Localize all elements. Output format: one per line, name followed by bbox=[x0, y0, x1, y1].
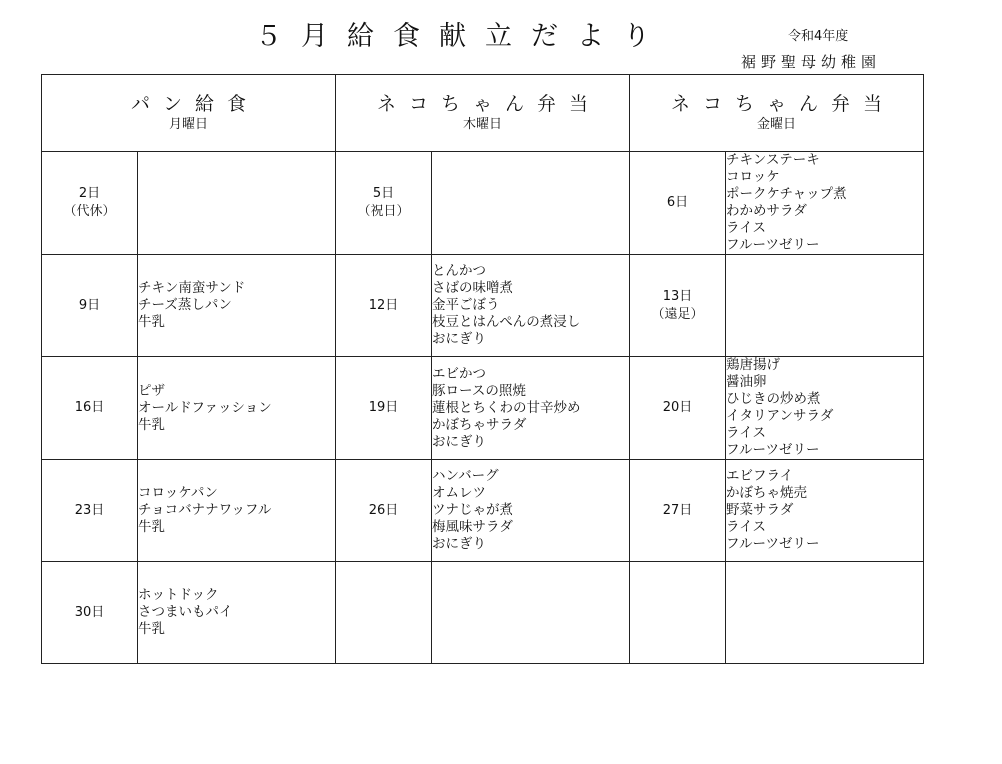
dish-item: ひじきの炒め煮 bbox=[726, 391, 821, 407]
date-cell bbox=[630, 562, 726, 664]
menu-cell bbox=[726, 357, 924, 460]
menu-cell bbox=[726, 255, 924, 357]
dish-item: オムレツ bbox=[432, 485, 487, 501]
column-weekday: 木曜日 bbox=[463, 117, 503, 132]
dish-item: イタリアンサラダ bbox=[726, 408, 834, 424]
table-row bbox=[42, 255, 924, 357]
day-number: 26日 bbox=[368, 502, 399, 518]
column-header-friday bbox=[630, 75, 924, 152]
dish-item: ライス bbox=[726, 519, 766, 535]
menu-cell bbox=[138, 357, 336, 460]
dish-item: おにぎり bbox=[432, 433, 487, 450]
fiscal-year: 令和4年度 bbox=[788, 29, 849, 44]
date-cell bbox=[336, 152, 432, 255]
dish-item: エビかつ bbox=[432, 365, 487, 382]
day-note: （祝日） bbox=[357, 204, 410, 219]
day-number: 9日 bbox=[78, 297, 101, 313]
table-row bbox=[42, 357, 924, 460]
day-number: 30日 bbox=[74, 604, 105, 620]
date-cell bbox=[336, 357, 432, 460]
column-title: ネコちゃん弁当 bbox=[671, 93, 896, 115]
menu-cell bbox=[432, 255, 630, 357]
menu-cell bbox=[138, 562, 336, 664]
date-cell bbox=[630, 357, 726, 460]
table-row bbox=[42, 152, 924, 255]
dish-item: おにぎり bbox=[432, 331, 487, 347]
dish-item: 金平ごぼう bbox=[432, 297, 500, 313]
dish-item: 醤油卵 bbox=[726, 374, 767, 390]
dish-item: 牛乳 bbox=[138, 519, 165, 535]
day-number: 16日 bbox=[74, 400, 105, 415]
date-cell bbox=[42, 152, 138, 255]
menu-cell bbox=[726, 562, 924, 664]
menu-cell bbox=[432, 460, 630, 562]
dish-item: コロッケ bbox=[726, 169, 780, 185]
menu-table bbox=[41, 74, 924, 664]
menu-cell bbox=[138, 152, 336, 255]
day-number: 2日 bbox=[78, 186, 101, 201]
dish-item: とんかつ bbox=[432, 263, 487, 279]
dish-item: コロッケパン bbox=[138, 485, 218, 501]
column-weekday: 金曜日 bbox=[757, 117, 797, 132]
dish-item: おにぎり bbox=[432, 536, 487, 552]
dish-item: 枝豆とはんぺんの煮浸し bbox=[432, 314, 581, 330]
column-weekday: 月曜日 bbox=[169, 117, 209, 132]
day-note: （遠足） bbox=[651, 306, 704, 322]
dish-item: チキンステーキ bbox=[726, 152, 820, 168]
dish-item: 豚ロースの照焼 bbox=[432, 382, 526, 399]
dish-item: 鶏唐揚げ bbox=[726, 357, 781, 373]
menu-cell bbox=[432, 152, 630, 255]
dish-item: フルーツゼリー bbox=[726, 536, 820, 552]
menu-cell bbox=[432, 562, 630, 664]
menu-cell bbox=[432, 357, 630, 460]
table-row bbox=[42, 562, 924, 664]
dish-item: ライス bbox=[726, 220, 766, 236]
date-cell bbox=[630, 152, 726, 255]
dish-item: 蓮根とちくわの甘辛炒め bbox=[432, 399, 581, 416]
dish-item: 梅風味サラダ bbox=[432, 519, 513, 535]
dish-item: ハンバーグ bbox=[432, 468, 499, 484]
date-cell bbox=[42, 255, 138, 357]
dish-item: ホットドック bbox=[138, 587, 219, 603]
dish-item: さつまいもパイ bbox=[138, 604, 233, 620]
date-cell bbox=[630, 255, 726, 357]
dish-item: さばの味噌煮 bbox=[432, 280, 514, 296]
dish-item: チキン南蛮サンド bbox=[138, 280, 246, 296]
date-cell bbox=[336, 460, 432, 562]
column-header-monday bbox=[42, 75, 336, 152]
dish-item: ポークケチャップ煮 bbox=[726, 186, 847, 202]
dish-item: ライス bbox=[726, 425, 766, 441]
dish-item: チーズ蒸しパン bbox=[138, 297, 232, 313]
dish-item: 牛乳 bbox=[138, 314, 165, 330]
dish-item: 牛乳 bbox=[138, 416, 165, 433]
dish-item: フルーツゼリー bbox=[726, 442, 820, 458]
dish-item: オールドファッション bbox=[138, 399, 272, 416]
date-cell bbox=[630, 460, 726, 562]
dish-item: エビフライ bbox=[726, 468, 794, 484]
dish-item: ピザ bbox=[138, 382, 165, 399]
date-cell bbox=[42, 562, 138, 664]
day-note: （代休） bbox=[63, 204, 116, 219]
date-cell bbox=[336, 562, 432, 664]
dish-item: 牛乳 bbox=[138, 621, 165, 637]
day-number: 19日 bbox=[368, 400, 399, 415]
dish-item: ツナじゃが煮 bbox=[432, 502, 514, 518]
menu-cell bbox=[726, 152, 924, 255]
menu-cell bbox=[138, 460, 336, 562]
date-cell bbox=[42, 460, 138, 562]
column-title: ネコちゃん弁当 bbox=[377, 93, 602, 115]
day-number: 23日 bbox=[74, 502, 105, 518]
day-number: 20日 bbox=[662, 400, 693, 415]
dish-item: かぼちゃ焼売 bbox=[726, 485, 808, 501]
day-number: 13日 bbox=[662, 288, 693, 304]
date-cell bbox=[42, 357, 138, 460]
dish-item: フルーツゼリー bbox=[726, 237, 820, 253]
dish-item: かぼちゃサラダ bbox=[432, 416, 527, 433]
header-row bbox=[42, 75, 924, 152]
day-number: 6日 bbox=[666, 195, 689, 210]
table-row bbox=[42, 460, 924, 562]
menu-cell bbox=[138, 255, 336, 357]
dish-item: わかめサラダ bbox=[726, 203, 807, 219]
page-title: ５月給食献立だより bbox=[255, 21, 669, 52]
column-header-thursday bbox=[336, 75, 630, 152]
school-name: 裾野聖母幼稚園 bbox=[741, 53, 882, 71]
dish-item: 野菜サラダ bbox=[726, 502, 794, 518]
dish-item: チョコバナナワッフル bbox=[138, 502, 272, 518]
menu-cell bbox=[726, 460, 924, 562]
menu-body bbox=[42, 152, 924, 664]
column-title: パン給食 bbox=[131, 93, 260, 115]
day-number: 5日 bbox=[372, 186, 395, 201]
date-cell bbox=[336, 255, 432, 357]
day-number: 12日 bbox=[368, 297, 399, 313]
day-number: 27日 bbox=[662, 502, 693, 518]
